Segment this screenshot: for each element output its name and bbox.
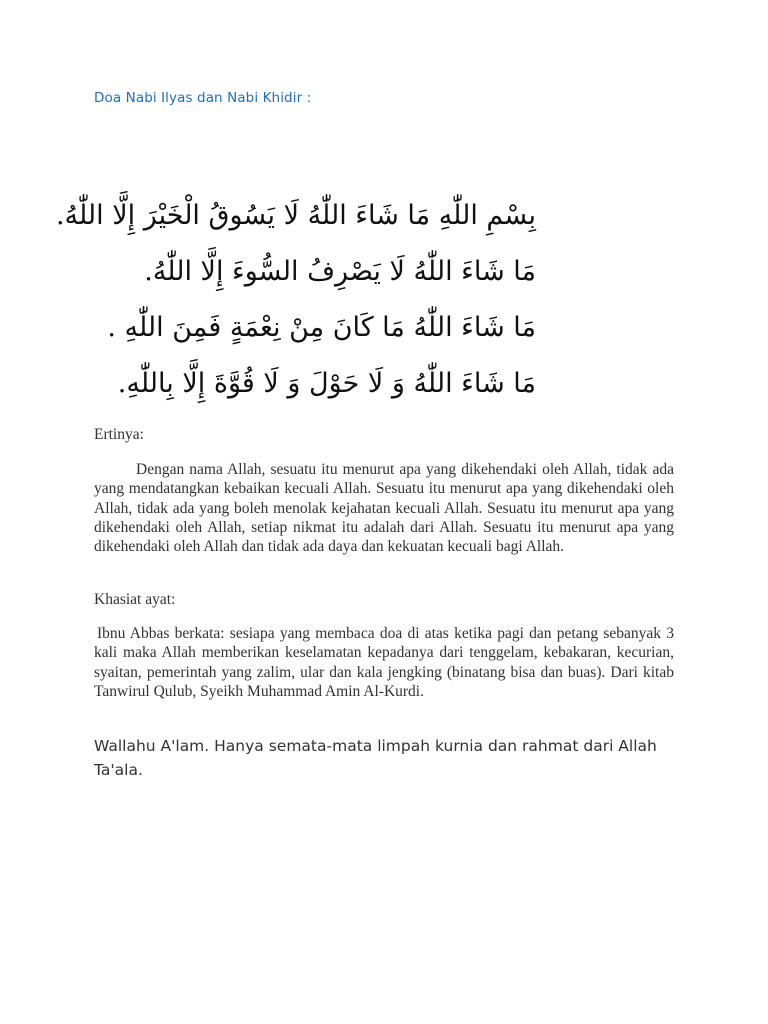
page-title: Doa Nabi Ilyas dan Nabi Khidir : bbox=[94, 90, 312, 106]
virtue-label: Khasiat ayat: bbox=[94, 591, 176, 608]
arabic-line-1: بِسْمِ اللّٰهِ مَا شَاءَ اللّٰهُ لَا يَسُوقُ الْخَيْرَ إِلَّا اللّٰهُ. bbox=[55, 200, 536, 231]
virtue-paragraph: Ibnu Abbas berkata: sesiapa yang membaca doa di atas ketika pagi dan petang sebanyak 3 kali maka Allah memberikan keselamatan kepadanya dari tenggelam, kebakaran, kecurian, syaitan, pemerintah yang zalim, ular dan kala jengking (binatang bisa dan buas). Dari kitab Tanwirul Qulub, Syeikh Muhammad Amin Al-Kurdi. bbox=[94, 625, 674, 700]
arabic-prayer bbox=[55, 188, 536, 412]
closing-statement: Wallahu A'lam. Hanya semata-mata limpah kurnia dan rahmat dari Allah Ta'ala. bbox=[94, 737, 657, 779]
arabic-line-3: مَا شَاءَ اللّٰهُ مَا كَانَ مِنْ نِعْمَةٍ فَمِنَ اللّٰهِ . bbox=[107, 312, 536, 343]
meaning-paragraph: Dengan nama Allah, sesuatu itu menurut apa yang dikehendaki oleh Allah, tidak ada yang mendatangkan kebaikan kecuali Allah. Sesuatu itu menurut apa yang dikehendaki oleh Allah, tidak ada yang boleh menolak kejahatan kecuali Allah. Sesuatu itu menurut apa yang dikehendaki oleh Allah, setiap nikmat itu adalah dari Allah. Sesuatu itu menurut apa yang dikehendaki oleh Allah dan tidak ada daya dan kekuatan kecuali bagi Allah. bbox=[94, 461, 674, 556]
arabic-line-2: مَا شَاءَ اللّٰهُ لَا يَصْرِفُ السُّوءَ إِلَّا اللّٰهُ. bbox=[144, 256, 536, 287]
meaning-label: Ertinya: bbox=[94, 426, 144, 443]
arabic-line-4: مَا شَاءَ اللّٰهُ وَ لَا حَوْلَ وَ لَا قُوَّةَ إِلَّا بِاللّٰهِ. bbox=[117, 368, 536, 399]
